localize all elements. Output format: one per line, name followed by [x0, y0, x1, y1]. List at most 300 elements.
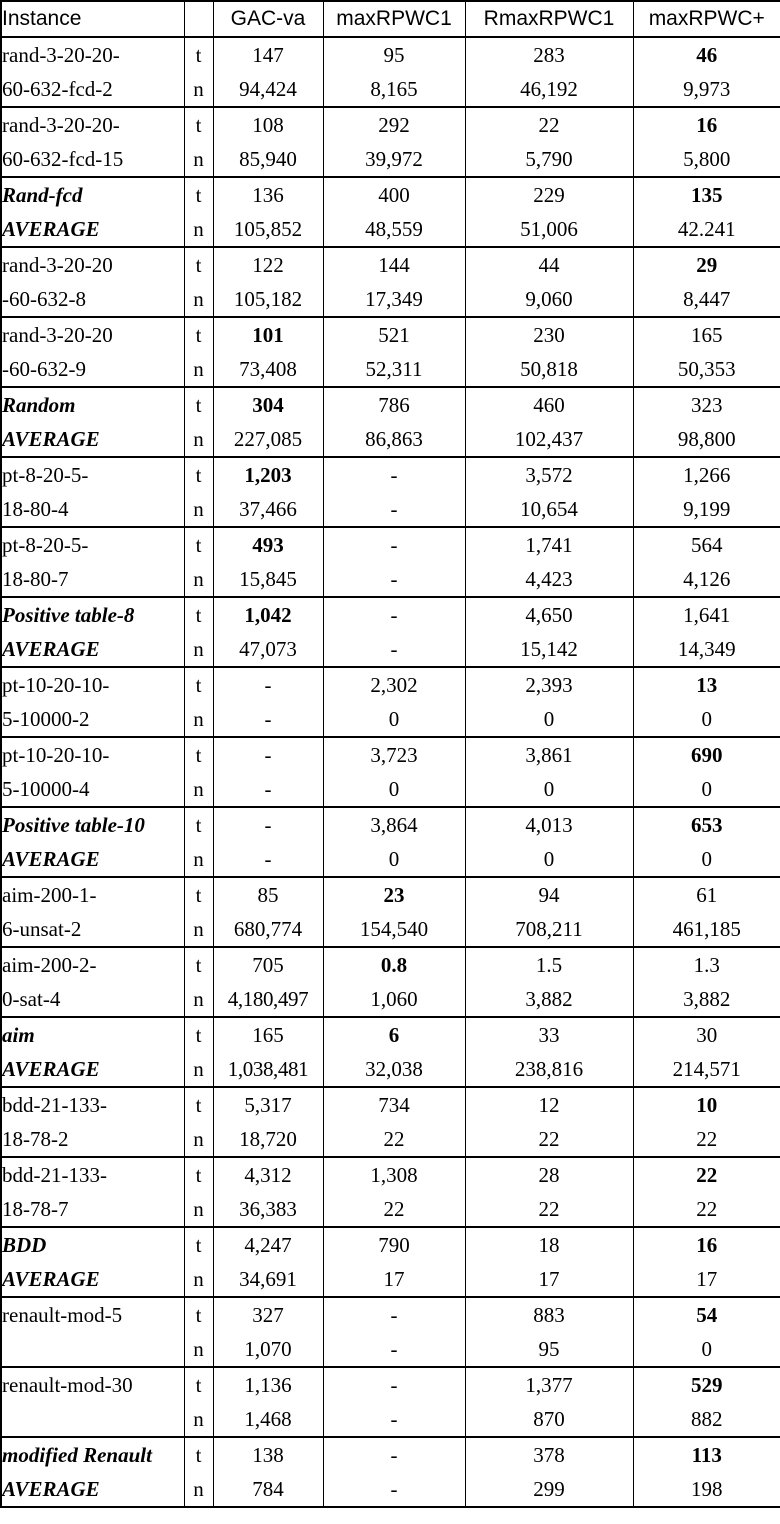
table-row [1, 702, 780, 737]
cell-gac-va-n: 105,852 [213, 212, 323, 247]
metric-marker-nodes: n [184, 1122, 213, 1157]
instance-label-line1: BDD [1, 1227, 184, 1262]
metric-marker-nodes: n [184, 72, 213, 107]
cell-gac-va-n: 73,408 [213, 352, 323, 387]
instance-label-line2 [1, 1402, 184, 1437]
cell-maxrpwc1-t: 786 [323, 387, 465, 422]
table-row [1, 597, 780, 632]
cell-maxrpwc-plus-t: 16 [633, 1227, 780, 1262]
cell-rmaxrpwc1-n: 22 [465, 1122, 633, 1157]
cell-gac-va-t: 304 [213, 387, 323, 422]
table-row [1, 247, 780, 282]
cell-maxrpwc1-t: 521 [323, 317, 465, 352]
cell-rmaxrpwc1-t: 94 [465, 877, 633, 912]
cell-rmaxrpwc1-n: 102,437 [465, 422, 633, 457]
table-row [1, 107, 780, 142]
instance-label-line2: -60-632-9 [1, 352, 184, 387]
cell-maxrpwc1-n: 48,559 [323, 212, 465, 247]
cell-maxrpwc-plus-t: 135 [633, 177, 780, 212]
cell-gac-va-n: 18,720 [213, 1122, 323, 1157]
table-row [1, 422, 780, 457]
column-header-rmaxrpwc1: RmaxRPWC1 [465, 1, 633, 37]
cell-gac-va-n: 1,468 [213, 1402, 323, 1437]
cell-gac-va-t: 4,247 [213, 1227, 323, 1262]
table-row [1, 1472, 780, 1507]
instance-label-line1: bdd-21-133- [1, 1157, 184, 1192]
metric-marker-nodes: n [184, 422, 213, 457]
metric-marker-nodes: n [184, 212, 213, 247]
cell-gac-va-t: 4,312 [213, 1157, 323, 1192]
cell-rmaxrpwc1-n: 15,142 [465, 632, 633, 667]
cell-gac-va-n: - [213, 772, 323, 807]
cell-gac-va-n: 4,180,497 [213, 982, 323, 1017]
cell-maxrpwc1-t: 144 [323, 247, 465, 282]
instance-label-line2: AVERAGE [1, 1052, 184, 1087]
cell-maxrpwc-plus-t: 30 [633, 1017, 780, 1052]
cell-rmaxrpwc1-n: 0 [465, 842, 633, 877]
metric-marker-time: t [184, 667, 213, 702]
cell-rmaxrpwc1-t: 230 [465, 317, 633, 352]
cell-maxrpwc-plus-n: 4,126 [633, 562, 780, 597]
cell-gac-va-n: 94,424 [213, 72, 323, 107]
table-row [1, 387, 780, 422]
table-row [1, 562, 780, 597]
cell-gac-va-n: 37,466 [213, 492, 323, 527]
instance-label-line1: pt-10-20-10- [1, 737, 184, 772]
cell-maxrpwc-plus-n: 9,973 [633, 72, 780, 107]
cell-maxrpwc-plus-t: 1,266 [633, 457, 780, 492]
cell-maxrpwc-plus-n: 0 [633, 702, 780, 737]
cell-rmaxrpwc1-t: 1,741 [465, 527, 633, 562]
table-row [1, 1192, 780, 1227]
cell-rmaxrpwc1-t: 378 [465, 1437, 633, 1472]
metric-marker-nodes: n [184, 1332, 213, 1367]
column-header-instance: Instance [1, 1, 184, 37]
instance-label-line2: 60-632-fcd-15 [1, 142, 184, 177]
cell-rmaxrpwc1-t: 460 [465, 387, 633, 422]
cell-maxrpwc-plus-t: 113 [633, 1437, 780, 1472]
table-row [1, 177, 780, 212]
table-row [1, 1052, 780, 1087]
cell-rmaxrpwc1-t: 12 [465, 1087, 633, 1122]
cell-gac-va-n: 34,691 [213, 1262, 323, 1297]
cell-maxrpwc1-n: - [323, 1472, 465, 1507]
cell-gac-va-n: 1,070 [213, 1332, 323, 1367]
cell-gac-va-n: 227,085 [213, 422, 323, 457]
metric-marker-nodes: n [184, 632, 213, 667]
instance-label-line2: 18-80-4 [1, 492, 184, 527]
cell-maxrpwc1-n: 0 [323, 702, 465, 737]
cell-maxrpwc-plus-n: 3,882 [633, 982, 780, 1017]
metric-marker-time: t [184, 387, 213, 422]
metric-marker-nodes: n [184, 702, 213, 737]
table-row [1, 282, 780, 317]
metric-marker-time: t [184, 107, 213, 142]
metric-marker-time: t [184, 457, 213, 492]
cell-maxrpwc1-t: 23 [323, 877, 465, 912]
cell-maxrpwc-plus-t: 1.3 [633, 947, 780, 982]
cell-maxrpwc1-n: - [323, 492, 465, 527]
cell-maxrpwc-plus-n: 98,800 [633, 422, 780, 457]
instance-label-line1: Rand-fcd [1, 177, 184, 212]
table-row [1, 842, 780, 877]
cell-gac-va-t: 327 [213, 1297, 323, 1332]
cell-maxrpwc-plus-n: 22 [633, 1122, 780, 1157]
instance-label-line1: Positive table-10 [1, 807, 184, 842]
table-row [1, 142, 780, 177]
table-row [1, 527, 780, 562]
table-row [1, 212, 780, 247]
cell-maxrpwc1-t: 6 [323, 1017, 465, 1052]
cell-gac-va-t: 85 [213, 877, 323, 912]
table-row [1, 1262, 780, 1297]
table-row [1, 947, 780, 982]
column-header-gac-va: GAC-va [213, 1, 323, 37]
table-row [1, 1402, 780, 1437]
table-row [1, 982, 780, 1017]
cell-maxrpwc-plus-n: 461,185 [633, 912, 780, 947]
cell-rmaxrpwc1-n: 0 [465, 772, 633, 807]
table-row [1, 352, 780, 387]
cell-maxrpwc1-n: 39,972 [323, 142, 465, 177]
instance-label-line2: 0-sat-4 [1, 982, 184, 1017]
cell-maxrpwc-plus-n: 42.241 [633, 212, 780, 247]
cell-rmaxrpwc1-t: 18 [465, 1227, 633, 1262]
instance-label-line2: AVERAGE [1, 422, 184, 457]
table-row [1, 772, 780, 807]
cell-maxrpwc1-n: 1,060 [323, 982, 465, 1017]
cell-rmaxrpwc1-n: 10,654 [465, 492, 633, 527]
metric-marker-nodes: n [184, 842, 213, 877]
cell-maxrpwc-plus-t: 165 [633, 317, 780, 352]
instance-label-line2: -60-632-8 [1, 282, 184, 317]
cell-rmaxrpwc1-n: 4,423 [465, 562, 633, 597]
metric-marker-time: t [184, 597, 213, 632]
metric-marker-time: t [184, 737, 213, 772]
instance-label-line1: aim-200-1- [1, 877, 184, 912]
cell-gac-va-t: 1,042 [213, 597, 323, 632]
instance-label-line1: bdd-21-133- [1, 1087, 184, 1122]
table-row [1, 72, 780, 107]
cell-rmaxrpwc1-t: 28 [465, 1157, 633, 1192]
cell-rmaxrpwc1-t: 883 [465, 1297, 633, 1332]
metric-marker-time: t [184, 807, 213, 842]
cell-maxrpwc1-t: - [323, 1437, 465, 1472]
instance-label-line2: 5-10000-2 [1, 702, 184, 737]
cell-rmaxrpwc1-t: 22 [465, 107, 633, 142]
cell-maxrpwc1-t: 0.8 [323, 947, 465, 982]
cell-maxrpwc1-t: 790 [323, 1227, 465, 1262]
cell-maxrpwc-plus-t: 690 [633, 737, 780, 772]
cell-maxrpwc1-t: 292 [323, 107, 465, 142]
table-row [1, 1087, 780, 1122]
metric-marker-time: t [184, 527, 213, 562]
table-row [1, 37, 780, 72]
cell-rmaxrpwc1-n: 299 [465, 1472, 633, 1507]
cell-maxrpwc-plus-n: 882 [633, 1402, 780, 1437]
cell-maxrpwc-plus-t: 1,641 [633, 597, 780, 632]
instance-label-line1: pt-8-20-5- [1, 527, 184, 562]
metric-marker-nodes: n [184, 562, 213, 597]
table-row [1, 1367, 780, 1402]
metric-marker-nodes: n [184, 352, 213, 387]
cell-maxrpwc1-t: 95 [323, 37, 465, 72]
metric-marker-nodes: n [184, 1052, 213, 1087]
metric-marker-time: t [184, 1157, 213, 1192]
table-body [1, 37, 780, 1507]
cell-gac-va-n: 680,774 [213, 912, 323, 947]
cell-rmaxrpwc1-n: 5,790 [465, 142, 633, 177]
cell-gac-va-t: 5,317 [213, 1087, 323, 1122]
cell-gac-va-n: 105,182 [213, 282, 323, 317]
cell-maxrpwc1-t: 734 [323, 1087, 465, 1122]
instance-label-line2: 60-632-fcd-2 [1, 72, 184, 107]
table-row [1, 1297, 780, 1332]
cell-maxrpwc1-n: 0 [323, 842, 465, 877]
cell-maxrpwc1-n: 86,863 [323, 422, 465, 457]
instance-label-line1: aim [1, 1017, 184, 1052]
instance-label-line1: modified Renault [1, 1437, 184, 1472]
cell-maxrpwc-plus-n: 14,349 [633, 632, 780, 667]
cell-gac-va-t: 165 [213, 1017, 323, 1052]
cell-rmaxrpwc1-n: 3,882 [465, 982, 633, 1017]
cell-rmaxrpwc1-n: 238,816 [465, 1052, 633, 1087]
cell-maxrpwc1-n: 52,311 [323, 352, 465, 387]
cell-maxrpwc1-n: 8,165 [323, 72, 465, 107]
cell-maxrpwc1-n: - [323, 562, 465, 597]
metric-marker-time: t [184, 247, 213, 282]
cell-maxrpwc1-n: 22 [323, 1122, 465, 1157]
cell-maxrpwc1-t: - [323, 457, 465, 492]
cell-maxrpwc1-t: 400 [323, 177, 465, 212]
cell-maxrpwc-plus-t: 529 [633, 1367, 780, 1402]
cell-gac-va-t: 147 [213, 37, 323, 72]
metric-marker-nodes: n [184, 492, 213, 527]
table-row [1, 807, 780, 842]
instance-label-line2: AVERAGE [1, 1472, 184, 1507]
cell-gac-va-t: 101 [213, 317, 323, 352]
cell-rmaxrpwc1-t: 4,013 [465, 807, 633, 842]
cell-maxrpwc-plus-n: 22 [633, 1192, 780, 1227]
instance-label-line2: 18-80-7 [1, 562, 184, 597]
cell-gac-va-n: 784 [213, 1472, 323, 1507]
metric-marker-nodes: n [184, 282, 213, 317]
cell-rmaxrpwc1-n: 17 [465, 1262, 633, 1297]
cell-rmaxrpwc1-n: 22 [465, 1192, 633, 1227]
instance-label-line1: rand-3-20-20- [1, 107, 184, 142]
metric-marker-time: t [184, 877, 213, 912]
cell-maxrpwc-plus-n: 50,353 [633, 352, 780, 387]
cell-gac-va-t: 705 [213, 947, 323, 982]
cell-maxrpwc1-n: 17,349 [323, 282, 465, 317]
metric-marker-time: t [184, 947, 213, 982]
cell-maxrpwc1-t: 3,864 [323, 807, 465, 842]
table-row [1, 1017, 780, 1052]
table-row [1, 317, 780, 352]
table-row [1, 632, 780, 667]
metric-marker-time: t [184, 1297, 213, 1332]
metric-marker-time: t [184, 1437, 213, 1472]
table-row [1, 1437, 780, 1472]
instance-label-line1: rand-3-20-20 [1, 317, 184, 352]
cell-gac-va-t: 138 [213, 1437, 323, 1472]
cell-gac-va-n: 1,038,481 [213, 1052, 323, 1087]
cell-rmaxrpwc1-t: 229 [465, 177, 633, 212]
cell-maxrpwc-plus-t: 10 [633, 1087, 780, 1122]
cell-maxrpwc-plus-n: 198 [633, 1472, 780, 1507]
cell-rmaxrpwc1-t: 3,861 [465, 737, 633, 772]
cell-gac-va-n: 15,845 [213, 562, 323, 597]
cell-maxrpwc-plus-n: 9,199 [633, 492, 780, 527]
metric-marker-nodes: n [184, 912, 213, 947]
cell-gac-va-t: 493 [213, 527, 323, 562]
metric-marker-time: t [184, 177, 213, 212]
instance-label-line1: aim-200-2- [1, 947, 184, 982]
cell-maxrpwc1-t: 3,723 [323, 737, 465, 772]
cell-maxrpwc-plus-t: 323 [633, 387, 780, 422]
column-header-metric [184, 1, 213, 37]
cell-gac-va-n: - [213, 842, 323, 877]
cell-gac-va-t: - [213, 737, 323, 772]
cell-maxrpwc1-n: 154,540 [323, 912, 465, 947]
metric-marker-nodes: n [184, 1402, 213, 1437]
instance-label-line2: AVERAGE [1, 632, 184, 667]
cell-maxrpwc-plus-n: 8,447 [633, 282, 780, 317]
cell-gac-va-t: 122 [213, 247, 323, 282]
cell-maxrpwc-plus-t: 29 [633, 247, 780, 282]
table-header [1, 1, 780, 37]
cell-maxrpwc1-t: - [323, 1297, 465, 1332]
instance-label-line1: renault-mod-5 [1, 1297, 184, 1332]
metric-marker-time: t [184, 317, 213, 352]
metric-marker-time: t [184, 37, 213, 72]
cell-maxrpwc-plus-n: 0 [633, 772, 780, 807]
cell-maxrpwc-plus-t: 653 [633, 807, 780, 842]
table-row [1, 492, 780, 527]
instance-label-line1: renault-mod-30 [1, 1367, 184, 1402]
cell-rmaxrpwc1-n: 708,211 [465, 912, 633, 947]
instance-label-line1: pt-10-20-10- [1, 667, 184, 702]
cell-maxrpwc-plus-n: 17 [633, 1262, 780, 1297]
cell-maxrpwc-plus-t: 22 [633, 1157, 780, 1192]
instance-label-line2: 18-78-2 [1, 1122, 184, 1157]
cell-gac-va-t: 1,136 [213, 1367, 323, 1402]
cell-maxrpwc-plus-t: 564 [633, 527, 780, 562]
cell-maxrpwc1-n: 17 [323, 1262, 465, 1297]
cell-maxrpwc-plus-t: 54 [633, 1297, 780, 1332]
cell-rmaxrpwc1-t: 33 [465, 1017, 633, 1052]
table-row [1, 457, 780, 492]
table-row [1, 1122, 780, 1157]
metric-marker-time: t [184, 1017, 213, 1052]
cell-rmaxrpwc1-t: 283 [465, 37, 633, 72]
instance-label-line1: rand-3-20-20 [1, 247, 184, 282]
cell-maxrpwc1-t: 2,302 [323, 667, 465, 702]
cell-maxrpwc-plus-t: 13 [633, 667, 780, 702]
metric-marker-time: t [184, 1367, 213, 1402]
table-row [1, 1157, 780, 1192]
cell-rmaxrpwc1-t: 1,377 [465, 1367, 633, 1402]
table-row [1, 737, 780, 772]
cell-maxrpwc-plus-n: 0 [633, 842, 780, 877]
metric-marker-nodes: n [184, 142, 213, 177]
cell-gac-va-t: 136 [213, 177, 323, 212]
table-row [1, 877, 780, 912]
instance-label-line1: Random [1, 387, 184, 422]
table-row [1, 1227, 780, 1262]
table-row [1, 1332, 780, 1367]
cell-gac-va-t: - [213, 667, 323, 702]
instance-label-line1: rand-3-20-20- [1, 37, 184, 72]
cell-gac-va-t: 108 [213, 107, 323, 142]
cell-maxrpwc-plus-n: 5,800 [633, 142, 780, 177]
cell-maxrpwc1-n: 32,038 [323, 1052, 465, 1087]
cell-rmaxrpwc1-n: 0 [465, 702, 633, 737]
cell-rmaxrpwc1-t: 1.5 [465, 947, 633, 982]
cell-rmaxrpwc1-n: 51,006 [465, 212, 633, 247]
cell-maxrpwc1-n: 0 [323, 772, 465, 807]
column-header-maxrpwc-plus: maxRPWC+ [633, 1, 780, 37]
instance-label-line2: 5-10000-4 [1, 772, 184, 807]
instance-label-line2: AVERAGE [1, 842, 184, 877]
cell-maxrpwc-plus-n: 0 [633, 1332, 780, 1367]
metric-marker-time: t [184, 1227, 213, 1262]
cell-gac-va-n: 36,383 [213, 1192, 323, 1227]
instance-label-line2: 6-unsat-2 [1, 912, 184, 947]
cell-maxrpwc1-t: - [323, 527, 465, 562]
instance-label-line2: AVERAGE [1, 212, 184, 247]
cell-maxrpwc1-n: - [323, 1402, 465, 1437]
cell-maxrpwc1-t: - [323, 1367, 465, 1402]
cell-maxrpwc-plus-t: 46 [633, 37, 780, 72]
cell-maxrpwc-plus-n: 214,571 [633, 1052, 780, 1087]
cell-rmaxrpwc1-n: 50,818 [465, 352, 633, 387]
instance-label-line2: 18-78-7 [1, 1192, 184, 1227]
instance-label-line2: AVERAGE [1, 1262, 184, 1297]
table-row [1, 667, 780, 702]
instance-label-line2 [1, 1332, 184, 1367]
cell-maxrpwc-plus-t: 16 [633, 107, 780, 142]
metric-marker-nodes: n [184, 982, 213, 1017]
cell-rmaxrpwc1-t: 2,393 [465, 667, 633, 702]
cell-maxrpwc1-t: 1,308 [323, 1157, 465, 1192]
table-row [1, 912, 780, 947]
cell-rmaxrpwc1-n: 46,192 [465, 72, 633, 107]
instance-label-line1: pt-8-20-5- [1, 457, 184, 492]
cell-rmaxrpwc1-t: 44 [465, 247, 633, 282]
cell-rmaxrpwc1-t: 3,572 [465, 457, 633, 492]
metric-marker-nodes: n [184, 1192, 213, 1227]
cell-rmaxrpwc1-n: 95 [465, 1332, 633, 1367]
cell-gac-va-n: 47,073 [213, 632, 323, 667]
cell-maxrpwc-plus-t: 61 [633, 877, 780, 912]
header-row [1, 1, 780, 37]
cell-rmaxrpwc1-t: 4,650 [465, 597, 633, 632]
metric-marker-time: t [184, 1087, 213, 1122]
cell-gac-va-t: - [213, 807, 323, 842]
cell-gac-va-t: 1,203 [213, 457, 323, 492]
cell-gac-va-n: - [213, 702, 323, 737]
cell-maxrpwc1-n: - [323, 1332, 465, 1367]
cell-maxrpwc1-t: - [323, 597, 465, 632]
cell-maxrpwc1-n: - [323, 632, 465, 667]
instance-label-line1: Positive table-8 [1, 597, 184, 632]
metric-marker-nodes: n [184, 1262, 213, 1297]
cell-rmaxrpwc1-n: 9,060 [465, 282, 633, 317]
metric-marker-nodes: n [184, 1472, 213, 1507]
metric-marker-nodes: n [184, 772, 213, 807]
cell-maxrpwc1-n: 22 [323, 1192, 465, 1227]
